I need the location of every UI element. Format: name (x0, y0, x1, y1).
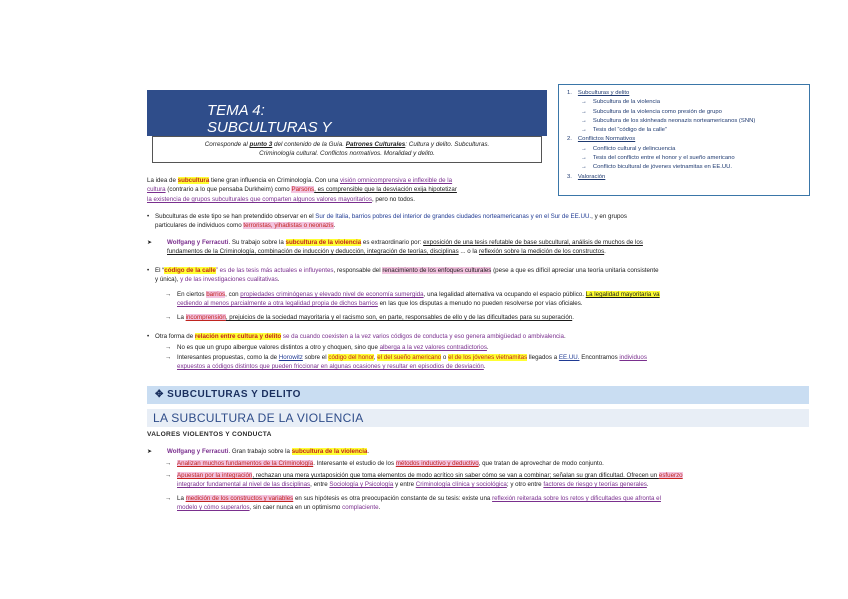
text: en las que los disputas a menudo no pueden resolverse por vías oficiales. (377, 300, 583, 308)
term-parsons: Parsons (291, 186, 315, 194)
bullet-subculturas (147, 212, 807, 231)
text: La idea de (147, 177, 178, 184)
arrow-right-icon: → (165, 314, 172, 321)
sub-medicion (147, 494, 807, 513)
text: y entre (393, 481, 416, 489)
arrow-right-icon: → (165, 472, 172, 479)
sub-item (147, 471, 807, 490)
term-violencia: subcultura de la violencia (285, 239, 362, 246)
intro-paragraph (147, 176, 807, 204)
ref-text: del contenido de la Guía. (272, 141, 346, 148)
text-underlined: , es comprensible que la desviación exija hipotetizar (314, 186, 457, 194)
text: y de las investigaciones cualitativas (180, 276, 278, 284)
text: complaciente (342, 504, 379, 512)
author-name: Wolfgang y Ferracuti (167, 239, 229, 246)
text-highlight: Apuestan por la integración (177, 472, 253, 479)
text-highlight: la existencia de grupos subculturales que comparten algunos valores mayoritarios (147, 195, 372, 203)
term-sueno: el del sueño americano (377, 354, 442, 361)
bullet-item (147, 212, 807, 231)
text: La (177, 495, 186, 502)
term-relacion: relación entre cultura y delito (194, 333, 282, 340)
text-highlight: Criminología clínica y sociológica (415, 481, 507, 489)
toc-subitem-label: Tesis del conflicto entre el honor y el sueño americano (592, 155, 735, 162)
text: Subculturas de este tipo se han pretendido observar en el (155, 213, 316, 220)
term-violencia: subcultura de la violencia (291, 448, 368, 455)
text: , una legalidad alternativa va ocupando el espacio público. (423, 291, 586, 298)
sub-item (147, 290, 807, 309)
bullet-item (147, 266, 807, 285)
toc-number: 1. (567, 90, 572, 96)
arrow-right-icon: → (581, 155, 587, 162)
text: . (486, 344, 489, 351)
arrow-item (147, 447, 807, 456)
text: ; y otro entre (506, 481, 544, 489)
text: . Interesante el estudio de los (313, 460, 396, 467)
term-vietnamitas: el de los jóvenes vietnamitas (448, 354, 528, 361)
text: . (367, 448, 370, 455)
toc-subitem-label: Subcultura de los skinheads neonazis norteamericanos (SNN) (592, 117, 756, 124)
text-highlight: reflexión reiterada sobre los retos y dificultades que afronta el (492, 495, 661, 502)
arrow-right-icon: → (581, 108, 587, 115)
sub-incomprension (147, 313, 807, 322)
term-honor: código del honor (328, 354, 374, 361)
text: sobre el (302, 354, 329, 361)
ref-line2: Criminología cultural. Conflictos normativos. Moralidad y delito. (259, 150, 435, 157)
topic-title-line2: SUBCULTURAS Y (207, 119, 332, 136)
toc-subitem-label: Conflicto bicultural de jóvenes vietnamitas en EE.UU. (592, 164, 733, 171)
toc-subitem[interactable] (567, 163, 801, 172)
arrow-bullet-icon: ➤ (147, 448, 153, 455)
topic-title (207, 102, 331, 136)
term-metodos: métodos inductivo y deductivo (395, 460, 479, 467)
arrow-right-icon: → (165, 495, 172, 502)
text: El “ (155, 267, 165, 274)
sub-barrios (147, 290, 807, 309)
arrow-right-icon: → (165, 354, 172, 361)
term-subcultura: subcultura (177, 177, 210, 184)
bullet-wolfgang (147, 238, 807, 257)
section-title-violencia: LA SUBCULTURA DE LA VIOLENCIA (147, 409, 809, 427)
toc-subitem[interactable] (567, 126, 801, 135)
toc-section-2[interactable] (567, 135, 801, 144)
text-highlight: integrador fundamental al nivel de las disciplinas (177, 481, 311, 489)
toc-section-1[interactable] (567, 89, 801, 98)
text-underlined: , prejuicios de la sociedad mayoritaria y el racismo son, en parte, responsables de ello y de las dificultades para su superación (225, 314, 573, 321)
section-label-valores: VALORES VIOLENTOS Y CONDUCTA (147, 431, 272, 438)
text-highlight: medición de los constructos y variables (185, 495, 294, 502)
term-incomprension: incomprensión (185, 314, 226, 321)
toc-subitem-label: Tesis del “código de la calle” (592, 127, 667, 134)
text: La (177, 314, 186, 321)
toc-subitem[interactable] (567, 98, 801, 107)
text: particulares de individuos como (155, 222, 244, 230)
text: , entre (310, 481, 330, 489)
arrow-right-icon: → (165, 344, 172, 351)
sub-item (147, 494, 807, 513)
text: No es que un grupo albergue valores distintos a otro y choquen, sino que (177, 344, 380, 351)
text-underlined: exposición de una tesis refutable de base subcultural, análisis de muchos de los (423, 239, 643, 246)
text: , pero no todos. (371, 195, 415, 203)
text-highlight: factores de riesgo y teorías generales (543, 481, 647, 489)
text-highlight: La legalidad mayoritaria va (585, 291, 660, 298)
text-highlight: expuestos a códigos distintos que pueden friccionar en algunas ocasiones y resultar en episodios de desviación (177, 363, 484, 371)
sub-item (147, 459, 807, 468)
arrow-right-icon: → (581, 117, 587, 124)
text: o (441, 354, 449, 361)
author-name: Wolfgang y Ferracuti (167, 448, 229, 455)
arrow-right-icon: → (581, 145, 587, 152)
ref-patterns: Patrones Culturales (345, 141, 406, 148)
text: , responsable del (333, 267, 383, 274)
arrow-right-icon: → (165, 291, 172, 298)
sub-valores (147, 343, 807, 352)
wolfgang-item (147, 447, 807, 456)
text-highlight: Analizan muchos fundamentos de la Criminología (177, 460, 314, 467)
bullet-otra-forma (147, 332, 807, 341)
topic-title-banner (147, 90, 547, 136)
text: . (277, 276, 280, 284)
sub-fundamentos (147, 459, 807, 468)
ref-text: Corresponde al (204, 141, 250, 148)
text-highlight: cediendo al menos parcialmente a otra legalidad propia de dichos barrios (177, 300, 378, 308)
text-highlight: visión omnicomprensiva e inflexible de la (339, 177, 453, 184)
text-highlight: alberga a la vez valores contradictorios (379, 344, 487, 351)
bullet-codigo-calle (147, 266, 807, 285)
toc-subitem[interactable] (567, 145, 801, 154)
text: ... o la (458, 248, 479, 256)
text-underlined: , rechazan una mera yuxtaposición que toma elementos de modo acrítico sin saber cómo se van a combinar; señalan su gran dificultad. Ofrecen un (252, 472, 659, 479)
term-codigo-calle: código de la calle (164, 267, 216, 274)
text: . (572, 314, 574, 321)
toc-number: 3. (567, 173, 572, 180)
toc-subitem-label: Conflicto cultural y delincuencia (592, 145, 676, 152)
toc-section-label: Conflictos Normativos (577, 136, 636, 143)
toc-subitem[interactable] (567, 154, 801, 163)
text: . Su trabajo sobre la (228, 239, 286, 246)
text-underlined: reflexión sobre la medición de los constructos (478, 248, 605, 256)
sub-item (147, 313, 807, 322)
term-sur-italia: Sur de Italia (315, 213, 349, 220)
sub-horowitz (147, 353, 807, 372)
text: , sin caer nunca en un optimismo (249, 504, 343, 512)
arrow-right-icon: → (581, 99, 587, 106)
arrow-right-icon: → (165, 460, 172, 467)
text: Interesantes propuestas, como la de (177, 354, 279, 361)
text: ” es de las tesis más actuales e influyentes (215, 267, 334, 274)
text: Encontramos (579, 354, 620, 361)
text-highlight: renacimiento de los enfoques culturales (382, 267, 492, 274)
text-underlined: fundamentos de la Criminología, combinación de inducción y deducción, integración de teorías, disciplinas (167, 248, 459, 256)
arrow-right-icon: → (581, 164, 587, 171)
text: . Gran trabajo sobre la (228, 448, 292, 455)
text: (pese a que es difícil apreciar una teoría unitaria consistente (491, 267, 659, 274)
text-highlight: cultura (147, 186, 166, 194)
text-highlight: esfuerzo (658, 472, 683, 479)
sub-integracion (147, 471, 807, 490)
arrow-item (147, 238, 807, 257)
text: . (333, 222, 336, 230)
text-highlight: Sociología y Psicología (329, 481, 394, 489)
sub-item (147, 353, 807, 372)
text-highlight: modelo y cómo superarlos (177, 504, 250, 512)
text: se da cuando coexisten a la vez varios códigos de conducta y eso genera ambigüedad o ambivalencia (281, 333, 564, 340)
toc-subitem[interactable] (567, 108, 801, 117)
text: . (563, 333, 566, 340)
arrow-bullet-icon: ➤ (147, 239, 153, 246)
text: . (378, 504, 381, 512)
toc-subitem[interactable] (567, 117, 801, 126)
text-highlight: propiedades criminógenas y elevado nivel de economía sumergida (240, 291, 424, 298)
text: en sus hipótesis es otra preocupación constante de su tesis: existe una (293, 495, 493, 502)
text: , que tratan de aprovechar de modo conjunto. (478, 460, 604, 467)
topic-title-line1: TEMA 4: (207, 102, 265, 119)
term-groups: terroristas, yihadistas o neonazis (243, 222, 334, 230)
text: Otra forma de (155, 333, 195, 340)
text: . (646, 481, 649, 489)
guide-reference-box (152, 136, 542, 163)
section-heading-subculturas: ✥ SUBCULTURAS Y DELITO (147, 386, 809, 404)
toc-number: 2. (567, 136, 572, 143)
text: llegados a (527, 354, 559, 361)
toc-subitem-label: Subcultura de la violencia (592, 99, 661, 106)
term-eeuu: EE.UU. (558, 354, 580, 361)
text-blue: , barrios pobres del interior de grandes ciudades norteamericanas y en el Sur de EE.UU. (348, 213, 592, 220)
text: . (483, 363, 486, 371)
toc-subitem-label: Subcultura de la violencia como presión de grupo (592, 108, 722, 115)
text-highlight: individuos (619, 354, 647, 361)
text: En ciertos (177, 291, 207, 298)
text: y única), (155, 276, 181, 284)
arrow-right-icon: → (581, 127, 587, 134)
toc-section-label: Valoración (577, 173, 606, 180)
text: , y en grupos (591, 213, 627, 220)
bullet-item (147, 332, 807, 341)
sub-item (147, 343, 807, 352)
text: . (604, 248, 606, 256)
ref-point: punto 3 (249, 141, 273, 148)
toc-section-label: Subculturas y delito (577, 90, 630, 96)
ref-text: : Cultura y delito. Subculturas. (405, 141, 490, 148)
text: , (373, 354, 378, 361)
text: tiene gran influencia en Criminología. Con una (209, 177, 340, 184)
term-barrios: barrios (206, 291, 226, 298)
text: , con (225, 291, 241, 298)
term-horowitz: Horowitz (278, 354, 303, 361)
text: es extraordinario por: (361, 239, 424, 246)
text: (contrario a lo que pensaba Durkheim) como (165, 186, 292, 194)
